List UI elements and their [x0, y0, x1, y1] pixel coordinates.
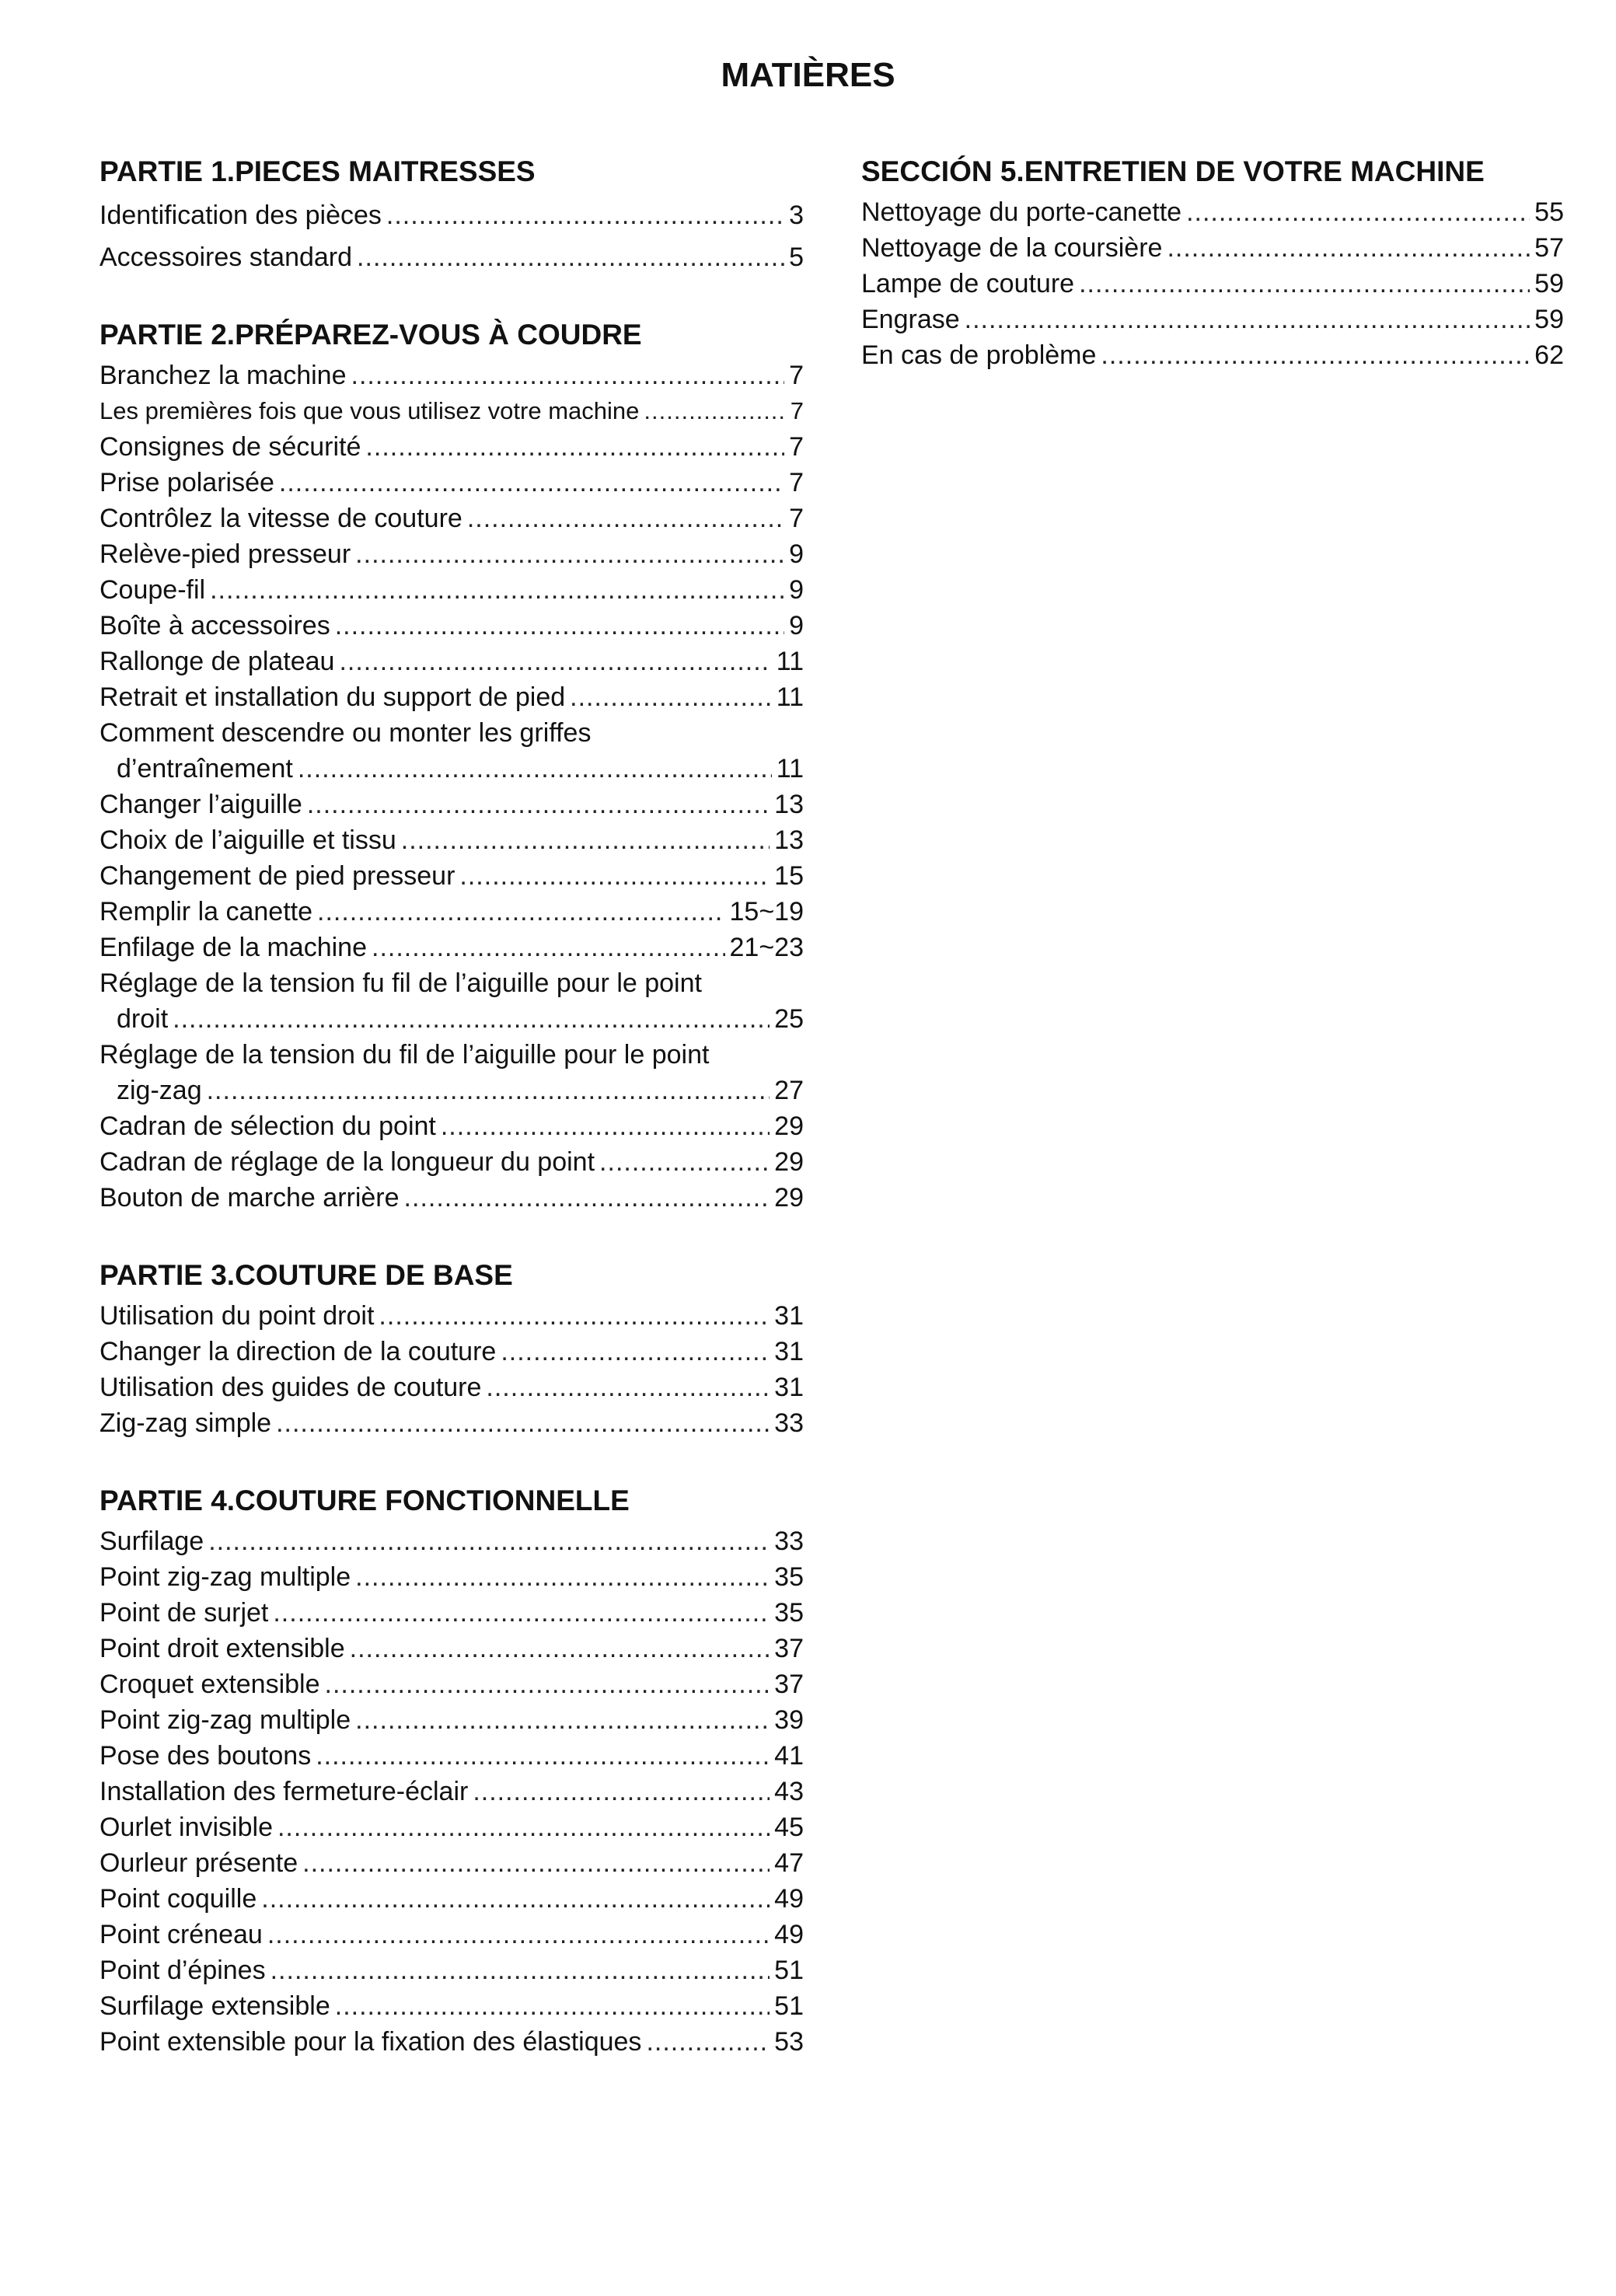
entry-title: Changement de pied presseur: [99, 861, 455, 891]
toc-entry: [861, 302, 1564, 337]
toc-entry: [99, 501, 804, 536]
entry-title: Ourlet invisible: [99, 1813, 273, 1842]
toc-entry: [99, 1809, 804, 1845]
toc-entry: [99, 679, 804, 715]
page-number: 35: [774, 1598, 804, 1628]
toc-entry: [99, 393, 804, 429]
entry-title: Croquet extensible: [99, 1670, 320, 1699]
page-number: 47: [774, 1848, 804, 1878]
section-heading: PARTIE 2.PRÉPAREZ-VOUS À COUDRE: [99, 319, 642, 351]
toc-entry: [99, 1334, 804, 1370]
dot-leader: [404, 1180, 770, 1216]
toc-entry: [99, 965, 804, 1037]
entry-title: Point extensible pour la fixation des élastiques: [99, 2027, 642, 2057]
dot-leader: [302, 1845, 770, 1881]
entry-title: Réglage de la tension du fil de l’aiguille pour le point: [99, 1040, 710, 1069]
toc-entry: [99, 572, 804, 608]
page-number: 9: [789, 611, 804, 640]
page-number: 39: [774, 1705, 804, 1735]
entry-title: Engrase: [861, 305, 960, 334]
dot-leader: [210, 572, 784, 608]
toc-section-3: [99, 1256, 804, 1441]
toc-entry: [99, 1845, 804, 1881]
page-number: 5: [789, 243, 804, 272]
dot-leader: [207, 1073, 770, 1108]
toc-entry: [99, 536, 804, 572]
page-number: 11: [776, 682, 804, 712]
page-number: 31: [774, 1301, 804, 1331]
entry-continuation: [99, 1001, 804, 1037]
dot-leader: [355, 1559, 770, 1595]
entry-title: Point coquille: [99, 1884, 257, 1914]
page-number: 15~19: [729, 897, 804, 926]
toc-entry: [99, 1298, 804, 1334]
entry-title: Ourleur présente: [99, 1848, 298, 1878]
page-number: 37: [774, 1634, 804, 1663]
page-number: 27: [774, 1076, 804, 1105]
dot-leader: [277, 1809, 770, 1845]
page-number: 33: [774, 1408, 804, 1438]
toc-entry: [99, 1988, 804, 2024]
dot-leader: [307, 787, 770, 822]
toc-entry: [99, 858, 804, 894]
dot-leader: [1101, 337, 1530, 373]
toc-entry-list: [99, 1298, 804, 1441]
page-number: 7: [789, 432, 804, 462]
page-number: 9: [789, 575, 804, 605]
dot-leader: [1079, 266, 1530, 302]
toc-entry-list: [99, 358, 804, 1216]
dot-leader: [355, 536, 784, 572]
page-number: 41: [774, 1741, 804, 1771]
toc-entry: [861, 266, 1564, 302]
page-number: 13: [774, 790, 804, 819]
dot-leader: [646, 2024, 770, 2060]
entry-title: Point zig-zag multiple: [99, 1562, 351, 1592]
toc-entry: [99, 1370, 804, 1405]
dot-leader: [261, 1881, 770, 1917]
dot-leader: [316, 1738, 770, 1774]
entry-title: Point de surjet: [99, 1598, 269, 1628]
entry-title: En cas de problème: [861, 340, 1097, 370]
entry-title-continued: d’entraînement: [117, 754, 293, 783]
entry-title: Changer l’aiguille: [99, 790, 302, 819]
toc-entry: [99, 1917, 804, 1952]
entry-title: Accessoires standard: [99, 243, 353, 272]
dot-leader: [473, 1774, 770, 1809]
toc-entry: [861, 194, 1564, 230]
toc-entry: [99, 1631, 804, 1666]
page-number: 13: [774, 825, 804, 855]
entry-title: Utilisation du point droit: [99, 1301, 375, 1331]
dot-leader: [270, 1952, 770, 1988]
toc-entry: [99, 1559, 804, 1595]
toc-entry: [99, 1881, 804, 1917]
toc-entry: [99, 465, 804, 501]
dot-leader: [644, 393, 785, 429]
toc-entry: [99, 715, 804, 787]
toc-entry: [99, 1523, 804, 1559]
dot-leader: [570, 679, 772, 715]
entry-title: Point d’épines: [99, 1956, 266, 1985]
dot-leader: [401, 822, 770, 858]
dot-leader: [965, 302, 1530, 337]
toc-entry: [99, 1405, 804, 1441]
entry-title: Cadran de sélection du point: [99, 1111, 436, 1141]
toc-entry: [99, 787, 804, 822]
entry-title: Changer la direction de la couture: [99, 1337, 497, 1366]
dot-leader: [459, 858, 770, 894]
entry-title: Identification des pièces: [99, 201, 382, 230]
page-number: 51: [774, 1991, 804, 2021]
toc-section-1: [99, 152, 804, 278]
entry-title: Réglage de la tension fu fil de l’aiguille pour le point: [99, 968, 702, 998]
page-number: 49: [774, 1920, 804, 1949]
entry-title-continued: zig-zag: [117, 1076, 202, 1105]
toc-entry: [99, 1666, 804, 1702]
dot-leader: [298, 751, 772, 787]
entry-title: Bouton de marche arrière: [99, 1183, 400, 1213]
toc-section-5: [861, 152, 1564, 373]
page-number: 11: [776, 754, 804, 783]
dot-leader: [325, 1666, 770, 1702]
page-number: 29: [774, 1147, 804, 1177]
entry-continuation: [99, 751, 804, 787]
entry-title: Rallonge de plateau: [99, 647, 335, 676]
dot-leader: [599, 1144, 770, 1180]
toc-entry: [861, 230, 1564, 266]
toc-entry-list: [861, 194, 1564, 373]
entry-title: Comment descendre ou monter les griffes: [99, 718, 592, 748]
dot-leader: [335, 1988, 770, 2024]
section-heading: PARTIE 3.COUTURE DE BASE: [99, 1259, 513, 1291]
dot-leader: [339, 644, 771, 679]
page-number: 62: [1534, 340, 1564, 370]
toc-section-2: [99, 316, 804, 1216]
page-number: 7: [789, 468, 804, 497]
page-number: 7: [789, 504, 804, 533]
entry-title: Consignes de sécurité: [99, 432, 361, 462]
dot-leader: [173, 1001, 770, 1037]
dot-leader: [467, 501, 784, 536]
entry-title: Les premières fois que vous utilisez votre machine: [99, 397, 640, 424]
dot-leader: [1167, 230, 1530, 266]
entry-continuation: [99, 1073, 804, 1108]
entry-title: Remplir la canette: [99, 897, 313, 926]
toc-entry: [99, 1702, 804, 1738]
page-number: 15: [774, 861, 804, 891]
entry-title: Retrait et installation du support de pied: [99, 682, 566, 712]
page-number: 7: [790, 397, 804, 424]
dot-leader: [208, 1523, 770, 1559]
section-heading: PARTIE 4.COUTURE FONCTIONNELLE: [99, 1485, 630, 1516]
toc-entry: [99, 1774, 804, 1809]
dot-leader: [317, 894, 724, 930]
toc-entry-list: [99, 1523, 804, 2060]
page-number: 31: [774, 1373, 804, 1402]
page-number: 45: [774, 1813, 804, 1842]
dot-leader: [267, 1917, 770, 1952]
toc-entry: [99, 236, 804, 278]
entry-title: Point zig-zag multiple: [99, 1705, 351, 1735]
page-number: 7: [789, 361, 804, 390]
page-number: 9: [789, 539, 804, 569]
entry-title: Nettoyage du porte-canette: [861, 197, 1182, 227]
entry-title: Relève-pied presseur: [99, 539, 351, 569]
dot-leader: [279, 465, 784, 501]
toc-entry: [99, 1595, 804, 1631]
section-heading: PARTIE 1.PIECES MAITRESSES: [99, 155, 536, 187]
page-title: MATIÈRES: [721, 56, 895, 94]
entry-title: Surfilage extensible: [99, 1991, 330, 2021]
dot-leader: [335, 608, 784, 644]
dot-leader: [372, 930, 724, 965]
dot-leader: [486, 1370, 770, 1405]
entry-title: Installation des fermeture-éclair: [99, 1777, 469, 1806]
entry-title: Prise polarisée: [99, 468, 274, 497]
dot-leader: [1186, 194, 1530, 230]
toc-entry: [99, 1108, 804, 1144]
dot-leader: [351, 358, 785, 393]
dot-leader: [355, 1702, 770, 1738]
entry-title: Surfilage: [99, 1527, 204, 1556]
entry-title: Coupe-fil: [99, 575, 206, 605]
entry-title: Lampe de couture: [861, 269, 1075, 298]
page-number: 25: [774, 1004, 804, 1034]
page-number: 59: [1534, 305, 1564, 334]
entry-title: Choix de l’aiguille et tissu: [99, 825, 396, 855]
page-number: 3: [789, 201, 804, 230]
toc-entry: [99, 930, 804, 965]
page-number: 53: [774, 2027, 804, 2057]
toc-section-4: [99, 1481, 804, 2060]
page-number: 49: [774, 1884, 804, 1914]
toc-entry: [99, 1180, 804, 1216]
page-number: 29: [774, 1183, 804, 1213]
toc-entry: [861, 337, 1564, 373]
entry-title: Point créneau: [99, 1920, 263, 1949]
dot-leader: [357, 236, 784, 278]
dot-leader: [273, 1595, 770, 1631]
entry-title: Pose des boutons: [99, 1741, 312, 1771]
toc-entry: [99, 1952, 804, 1988]
entry-title: Zig-zag simple: [99, 1408, 272, 1438]
entry-title: Contrôlez la vitesse de couture: [99, 504, 462, 533]
entry-title: Utilisation des guides de couture: [99, 1373, 482, 1402]
dot-leader: [501, 1334, 770, 1370]
dot-leader: [441, 1108, 770, 1144]
dot-leader: [365, 429, 784, 465]
toc-entry: [99, 894, 804, 930]
page-number: 59: [1534, 269, 1564, 298]
dot-leader: [379, 1298, 770, 1334]
page-number: 29: [774, 1111, 804, 1141]
page-number: 33: [774, 1527, 804, 1556]
page-number: 37: [774, 1670, 804, 1699]
page-number: 51: [774, 1956, 804, 1985]
section-heading: SECCIÓN 5.ENTRETIEN DE VOTRE MACHINE: [861, 155, 1485, 187]
entry-title: Boîte à accessoires: [99, 611, 330, 640]
toc-entry: [99, 429, 804, 465]
entry-title: Point droit extensible: [99, 1634, 345, 1663]
toc-entry: [99, 822, 804, 858]
dot-leader: [386, 194, 784, 236]
entry-title: Nettoyage de la coursière: [861, 233, 1163, 263]
toc-entry: [99, 608, 804, 644]
dot-leader: [350, 1631, 770, 1666]
page-number: 43: [774, 1777, 804, 1806]
toc-entry: [99, 1738, 804, 1774]
page-number: 35: [774, 1562, 804, 1592]
toc-entry: [99, 1037, 804, 1108]
entry-title-continued: droit: [117, 1004, 169, 1034]
toc-left-column: [99, 152, 804, 2060]
toc-right-column: [861, 152, 1564, 373]
toc-entry: [99, 358, 804, 393]
page-number: 57: [1534, 233, 1564, 263]
page-number: 21~23: [729, 933, 804, 962]
toc-entry: [99, 2024, 804, 2060]
toc-entry: [99, 194, 804, 236]
page-number: 11: [776, 647, 804, 676]
toc-entry: [99, 1144, 804, 1180]
page-number: 31: [774, 1337, 804, 1366]
dot-leader: [276, 1405, 770, 1441]
toc-entry-list: [99, 194, 804, 278]
entry-title: Enfilage de la machine: [99, 933, 368, 962]
entry-title: Cadran de réglage de la longueur du point: [99, 1147, 595, 1177]
toc-entry: [99, 644, 804, 679]
entry-title: Branchez la machine: [99, 361, 347, 390]
page-number: 55: [1534, 197, 1564, 227]
